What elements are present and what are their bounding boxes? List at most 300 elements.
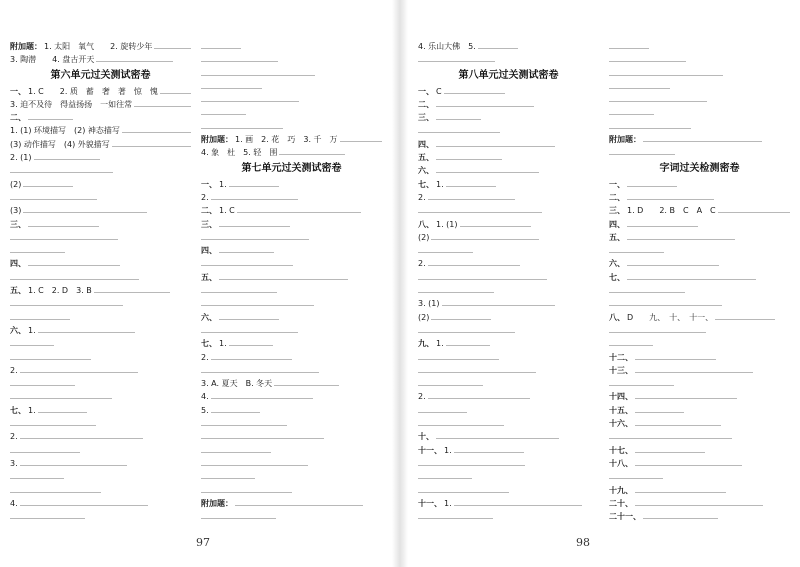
illegible-text-placeholder [635,501,763,506]
answer-line [609,106,790,119]
answer-text: 1. C [219,206,235,216]
illegible-text-placeholder [28,261,120,266]
answer-line [609,80,790,93]
illegible-text-placeholder [609,341,653,346]
answer-text: 4. [10,498,18,508]
illegible-text-placeholder [418,488,509,493]
answer-line [10,457,191,470]
illegible-text-placeholder [609,97,707,102]
question-number: 附加题： [201,135,233,145]
illegible-text-placeholder [201,514,276,519]
answer-line [10,40,191,53]
illegible-text-placeholder [20,434,143,439]
illegible-text-placeholder [23,182,73,187]
question-number: 八、 [418,219,434,229]
illegible-text-placeholder [34,155,100,160]
illegible-text-placeholder [418,474,472,479]
question-number: 一、 [609,179,625,189]
answer-line [201,444,382,457]
answer-line [201,510,382,523]
question-number: 七、 [201,339,217,349]
illegible-text-placeholder [418,208,542,213]
illegible-text-placeholder [219,248,274,253]
answer-line [201,40,382,53]
illegible-text-placeholder [201,488,292,493]
question-number: 三、 [418,113,434,123]
answer-line [201,337,382,350]
illegible-text-placeholder [10,474,64,479]
illegible-text-placeholder [609,110,654,115]
question-number: 二十一、 [609,512,641,522]
illegible-text-placeholder [609,288,685,293]
illegible-text-placeholder [38,328,135,333]
answer-line [609,364,790,377]
answer-line [201,271,382,284]
answer-line [418,484,599,497]
illegible-text-placeholder [279,150,345,155]
illegible-text-placeholder [436,115,481,120]
illegible-text-placeholder [418,381,483,386]
illegible-text-placeholder [20,461,127,466]
section-heading: 第六单元过关测试密卷 [50,69,151,81]
illegible-text-placeholder [609,71,723,76]
answer-line [10,337,191,350]
illegible-text-placeholder [478,44,518,49]
answer-line [201,364,382,377]
page-number-left: 97 [196,536,210,549]
illegible-text-placeholder [134,102,191,107]
question-number: 十一、 [418,445,442,455]
answer-line [609,120,790,133]
answer-text: (2) [418,312,430,322]
answer-line [10,470,191,483]
answer-line [609,133,790,146]
answer-line [609,53,790,66]
illegible-text-placeholder [211,355,292,360]
illegible-text-placeholder [454,501,582,506]
illegible-text-placeholder [10,235,118,240]
illegible-text-placeholder [609,150,675,155]
question-number: 一、 [418,86,434,96]
answer-line [201,351,382,364]
illegible-text-placeholder [274,381,339,386]
answer-line [609,337,790,350]
illegible-text-placeholder [112,142,191,147]
answer-line [201,146,382,159]
answer-text: D 九、 十、 十一、 [627,312,714,322]
answer-line [609,40,790,53]
answer-line [201,284,382,297]
answer-text: (2) [418,232,430,242]
answer-text: 4. 乐山大佛 5. [418,42,476,51]
answer-line [418,257,599,270]
illegible-text-placeholder [627,261,719,266]
answer-line [201,93,382,106]
illegible-text-placeholder [201,261,293,266]
answer-line [418,404,599,417]
illegible-text-placeholder [418,57,495,62]
answer-line [201,297,382,310]
illegible-text-placeholder [10,168,113,173]
illegible-text-placeholder [201,84,262,89]
answer-line [418,85,599,98]
answer-line [10,218,191,231]
question-number: 十八、 [609,458,633,468]
answer-text: 1. [436,339,444,349]
answer-line [10,297,191,310]
answer-line [201,53,382,66]
answer-line [201,191,382,204]
answer-line [418,204,599,217]
illegible-text-placeholder [154,44,191,49]
answer-line [10,204,191,217]
illegible-text-placeholder [229,341,273,346]
illegible-text-placeholder [609,434,732,439]
answer-line [418,218,599,231]
answer-line [609,377,790,390]
answer-line [609,257,790,270]
answer-line [418,497,599,510]
answer-line [10,138,191,151]
illegible-text-placeholder [418,328,515,333]
illegible-text-placeholder [431,315,491,320]
answer-line [201,67,382,80]
answer-line [609,146,790,159]
answer-line [609,510,790,523]
question-number: 二、 [10,113,26,123]
illegible-text-placeholder [428,195,515,200]
question-number: 四、 [609,219,625,229]
answer-line [10,124,191,137]
answer-line [10,284,191,297]
section-heading: 第七单元过关测试密卷 [241,162,342,174]
illegible-text-placeholder [219,222,290,227]
answer-text: 5. [201,405,209,415]
answer-text: 1. [219,179,227,189]
answer-line [201,497,382,510]
illegible-text-placeholder [643,514,718,519]
answer-line [418,390,599,403]
illegible-text-placeholder [201,235,309,240]
answer-line [609,470,790,483]
question-number: 五、 [10,286,26,296]
right-page-column-2 [609,40,790,540]
answer-line [10,430,191,443]
illegible-text-placeholder [635,488,726,493]
illegible-text-placeholder [418,461,525,466]
question-number: 十一、 [418,498,442,508]
question-number: 一、 [201,179,217,189]
question-number: 七、 [10,405,26,415]
answer-line [10,164,191,177]
illegible-text-placeholder [418,275,547,280]
answer-line [10,324,191,337]
answer-line [10,98,191,111]
illegible-text-placeholder [20,501,148,506]
answer-line [418,510,599,523]
illegible-text-placeholder [609,328,706,333]
answer-line [418,178,599,191]
illegible-text-placeholder [94,288,170,293]
illegible-text-placeholder [442,301,555,306]
answer-line [609,390,790,403]
answer-line [609,244,790,257]
illegible-text-placeholder [718,208,790,213]
illegible-text-placeholder [436,102,534,107]
illegible-text-placeholder [201,57,278,62]
answer-text: 1. C 2. 质 蓄 奢 著 惊 愧 [28,86,158,96]
illegible-text-placeholder [609,474,663,479]
illegible-text-placeholder [201,474,255,479]
illegible-text-placeholder [229,182,279,187]
answer-line [609,178,790,191]
illegible-text-placeholder [715,315,775,320]
illegible-text-placeholder [428,261,520,266]
section-heading: 第八单元过关测试密卷 [458,69,559,81]
illegible-text-placeholder [211,195,298,200]
answer-text: 2. [201,352,209,362]
answer-line [418,138,599,151]
left-page [0,0,392,567]
answer-line [609,191,790,204]
answer-line [201,178,382,191]
answer-line [10,377,191,390]
illegible-text-placeholder [201,461,308,466]
illegible-text-placeholder [201,110,246,115]
answer-line [201,257,382,270]
book-gutter [392,0,408,567]
question-number: 五、 [609,232,625,242]
answer-line [10,53,191,66]
answer-line [201,404,382,417]
answer-line [418,164,599,177]
answer-line [418,191,599,204]
answer-line [418,430,599,443]
answer-line [418,124,599,137]
illegible-text-placeholder [201,97,299,102]
answer-line [418,470,599,483]
illegible-text-placeholder [418,248,473,253]
answer-text: 1. 画 2. 花 巧 3. 千 万 [235,135,338,145]
answer-line [201,457,382,470]
answer-text: 2. [418,259,426,269]
answer-text: 2. [10,432,18,442]
illegible-text-placeholder [10,448,80,453]
answer-line [201,80,382,93]
illegible-text-placeholder [201,301,314,306]
illegible-text-placeholder [340,137,382,142]
illegible-text-placeholder [436,168,539,173]
answer-line [609,67,790,80]
answer-line [10,111,191,124]
answer-text: 3. (1) [418,299,440,309]
illegible-text-placeholder [10,248,65,253]
question-number: 五、 [201,272,217,282]
answer-line [418,364,599,377]
answer-line [418,98,599,111]
answer-line [201,231,382,244]
answer-text: 2. [418,192,426,202]
illegible-text-placeholder [201,71,315,76]
answer-line [201,430,382,443]
answer-line [418,244,599,257]
answer-line [609,457,790,470]
answer-line [609,231,790,244]
illegible-text-placeholder [418,355,499,360]
illegible-text-placeholder [627,235,735,240]
question-number: 七、 [418,179,434,189]
answer-line [609,297,790,310]
question-number: 九、 [418,339,434,349]
illegible-text-placeholder [10,341,54,346]
answer-line [10,390,191,403]
illegible-text-placeholder [23,208,147,213]
answer-line [609,444,790,457]
illegible-text-placeholder [635,368,753,373]
answer-line [609,218,790,231]
illegible-text-placeholder [201,448,271,453]
illegible-text-placeholder [418,288,494,293]
answer-line [201,390,382,403]
illegible-text-placeholder [436,434,559,439]
illegible-text-placeholder [436,142,555,147]
question-number: 一、 [10,86,26,96]
illegible-text-placeholder [635,421,721,426]
illegible-text-placeholder [635,394,737,399]
illegible-text-placeholder [219,315,279,320]
answer-line [609,284,790,297]
illegible-text-placeholder [635,355,716,360]
answer-line [201,204,382,217]
illegible-text-placeholder [28,222,99,227]
answer-line [418,417,599,430]
answer-line [10,444,191,457]
illegible-text-placeholder [10,381,75,386]
illegible-text-placeholder [219,275,348,280]
illegible-text-placeholder [122,128,191,133]
answer-text: 2. [418,392,426,402]
answer-line [609,351,790,364]
illegible-text-placeholder [10,355,91,360]
answer-line [418,271,599,284]
illegible-text-placeholder [211,408,260,413]
question-number: 六、 [609,259,625,269]
answer-line [201,218,382,231]
answer-line [418,151,599,164]
answer-line [201,484,382,497]
illegible-text-placeholder [428,394,530,399]
answer-line [201,324,382,337]
section-heading: 字词过关检测密卷 [659,162,740,174]
answer-line [10,484,191,497]
illegible-text-placeholder [201,288,277,293]
answer-line [10,151,191,164]
question-number: 附加题： [609,135,641,145]
question-number: 三、 [201,219,217,229]
illegible-text-placeholder [454,448,524,453]
question-number: 十二、 [609,352,633,362]
question-number: 四、 [201,246,217,256]
illegible-text-placeholder [609,248,664,253]
answer-text: 3. 迫不及待 得益扬扬 一如往常 [10,99,133,109]
illegible-text-placeholder [627,182,677,187]
answer-line [609,417,790,430]
answer-line [609,311,790,324]
question-number: 二、 [201,206,217,216]
illegible-text-placeholder [160,89,191,94]
answer-line [10,351,191,364]
answer-text: 1. [444,498,452,508]
illegible-text-placeholder [418,514,493,519]
answer-text: (3) 动作描写 (4) 外貌描写 [10,139,110,149]
illegible-text-placeholder [201,124,283,129]
illegible-text-placeholder [201,434,324,439]
answer-text: 1. [28,325,36,335]
illegible-text-placeholder [38,408,87,413]
illegible-text-placeholder [418,408,467,413]
answer-line [201,470,382,483]
answer-line [609,497,790,510]
answer-line [201,133,382,146]
illegible-text-placeholder [609,381,674,386]
question-number: 五、 [418,153,434,163]
answer-line [418,351,599,364]
illegible-text-placeholder [635,448,705,453]
illegible-text-placeholder [609,124,691,129]
illegible-text-placeholder [609,84,670,89]
illegible-text-placeholder [10,514,85,519]
answer-line [10,311,191,324]
question-number: 四、 [10,259,26,269]
illegible-text-placeholder [10,301,123,306]
illegible-text-placeholder [431,235,539,240]
illegible-text-placeholder [418,421,504,426]
illegible-text-placeholder [10,488,101,493]
answer-line [10,178,191,191]
answer-line [609,204,790,217]
answer-line [418,311,599,324]
answer-line [10,404,191,417]
illegible-text-placeholder [201,328,298,333]
answer-line [10,244,191,257]
left-page-column-1 [10,40,191,540]
illegible-text-placeholder [627,222,698,227]
answer-line [10,364,191,377]
question-number: 附加题： [201,498,233,508]
illegible-text-placeholder [436,155,502,160]
answer-line [609,271,790,284]
question-number: 七、 [609,272,625,282]
answer-line [609,404,790,417]
right-page [408,0,800,567]
question-number: 十、 [418,432,434,442]
answer-text: 1. [436,179,444,189]
illegible-text-placeholder [444,89,505,94]
question-number: 二、 [609,192,625,202]
answer-text: 1. [28,405,36,415]
answer-line [10,191,191,204]
answer-line [418,337,599,350]
answer-line [201,120,382,133]
illegible-text-placeholder [20,368,138,373]
illegible-text-placeholder [10,275,139,280]
illegible-text-placeholder [446,182,496,187]
question-number: 八、 [609,312,625,322]
answer-text: 1. C 2. D 3. B [28,286,92,296]
answer-line [609,324,790,337]
illegible-text-placeholder [609,301,722,306]
question-number: 十四、 [609,392,633,402]
